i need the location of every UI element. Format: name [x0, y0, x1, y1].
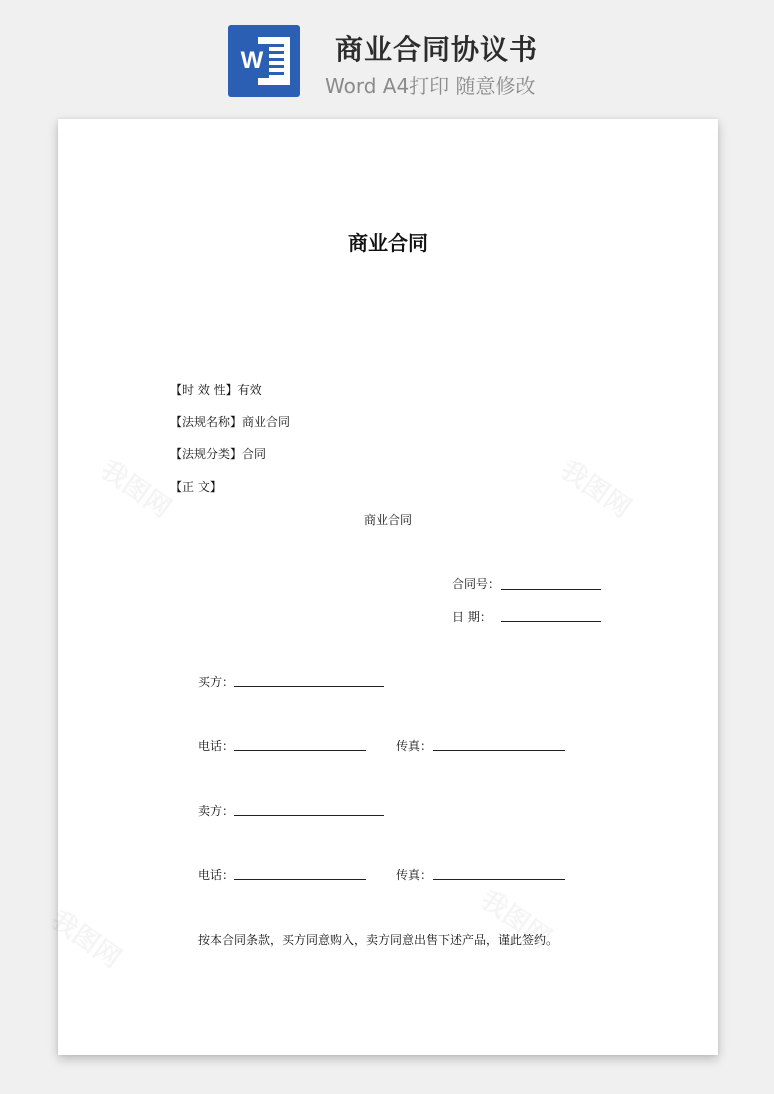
- seller-field[interactable]: [234, 815, 384, 816]
- meta-body-label: 【正 文】: [170, 480, 222, 494]
- contract-number-label: 合同号：: [452, 577, 501, 591]
- date-field[interactable]: [501, 621, 601, 622]
- meta-validity: 【时 效 性】有效: [170, 383, 262, 397]
- agreement-clause: 按本合同条款，买方同意购入，卖方同意出售下述产品，谨此签约。: [198, 933, 559, 947]
- contract-subtitle: 商业合同: [363, 513, 412, 527]
- buyer-field[interactable]: [234, 686, 384, 687]
- buyer-fax-field[interactable]: [433, 750, 565, 751]
- word-letter: W: [235, 44, 269, 78]
- seller-phone-field[interactable]: [234, 879, 366, 880]
- buyer-phone-label: 电话：: [198, 739, 235, 753]
- meta-law-category: 【法规分类】合同: [170, 447, 267, 461]
- buyer-phone-field[interactable]: [234, 750, 366, 751]
- seller-label: 卖方：: [198, 804, 235, 818]
- buyer-label: 买方：: [198, 675, 235, 689]
- watermark: [44, 900, 129, 975]
- buyer-fax-label: 传真：: [396, 739, 433, 753]
- document-title: 商业合同: [348, 231, 428, 255]
- seller-fax-label: 传真：: [396, 868, 433, 882]
- header-subtitle: Word A4打印 随意修改: [325, 74, 536, 98]
- document-page: [58, 119, 718, 1055]
- contract-number-field[interactable]: [501, 589, 601, 590]
- header-banner: [0, 0, 774, 110]
- word-document-icon: [228, 25, 300, 97]
- date-label: 日 期：: [452, 610, 492, 624]
- seller-phone-label: 电话：: [198, 868, 235, 882]
- seller-fax-field[interactable]: [433, 879, 565, 880]
- header-title: 商业合同协议书: [335, 33, 539, 66]
- meta-law-name: 【法规名称】商业合同: [170, 415, 291, 429]
